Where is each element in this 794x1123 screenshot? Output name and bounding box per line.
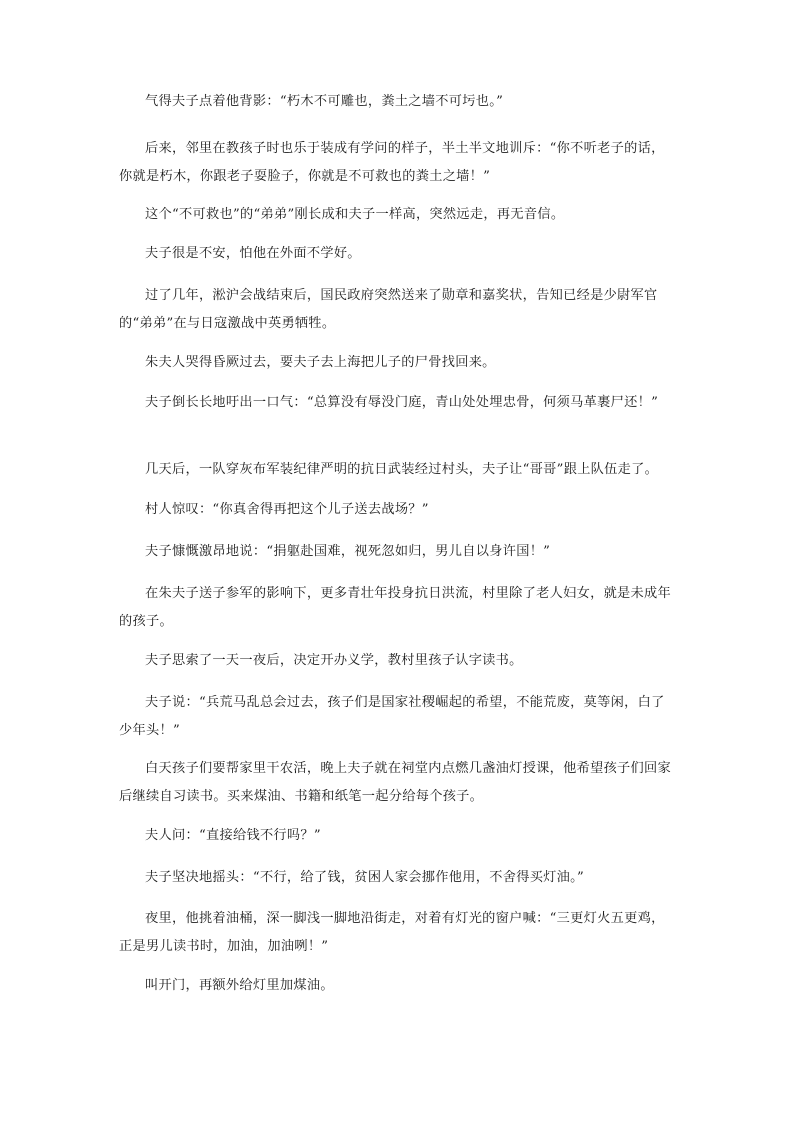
- paragraph-16: 夫子坚决地摇头：“不行，给了钱，贫困人家会挪作他用，不舍得买灯油。”: [145, 870, 585, 885]
- paragraph-6: 朱夫人哭得昏厥过去，要夫子去上海把儿子的尸骨找回来。: [145, 355, 496, 370]
- paragraph-4: 夫子很是不安，怕他在外面不学好。: [145, 246, 361, 261]
- paragraph-3: 这个“不可救也”的“弟弟”刚长成和夫子一样高，突然远走，再无音信。: [145, 207, 565, 222]
- paragraph-1: 气得夫子点着他背影：“朽木不可雕也，粪土之墙不可圬也。”: [145, 94, 504, 109]
- paragraph-8: 几天后，一队穿灰布军装纪律严明的抗日武装经过村头，夫子让“哥哥”跟上队伍走了。: [145, 462, 659, 477]
- paragraph-7: 夫子倒长长地吁出一口气：“总算没有辱没门庭，青山处处埋忠骨，何须马革裹尸还！”: [145, 395, 659, 410]
- paragraph-15: 夫人问：“直接给钱不行吗？”: [145, 828, 321, 843]
- paragraph-11: 在朱夫子送子参军的影响下，更多青壮年投身抗日洪流，村里除了老人妇女，就是未成年的孩子。: [119, 586, 672, 629]
- paragraph-10: 夫子慷慨激昂地说：“捐躯赴国难，视死忽如归，男儿自以身许国！”: [145, 544, 551, 559]
- paragraph-5: 过了几年，淞沪会战结束后，国民政府突然送来了勋章和嘉奖状，告知已经是少尉军官的“弟弟”在与日寇激战中英勇牺牲。: [119, 288, 658, 331]
- paragraph-2: 后来，邻里在教孩子时也乐于装成有学问的样子，半土半文地训斥：“你不听老子的话，你就是朽木，你跟老子耍脸子，你就是不可救也的粪土之墙！”: [119, 141, 665, 184]
- paragraph-9: 村人惊叹：“你真舍得再把这个儿子送去战场？”: [145, 502, 429, 517]
- paragraph-18: 叫开门，再额外给灯里加煤油。: [145, 978, 334, 993]
- paragraph-12: 夫子思索了一天一夜后，决定开办义学，教村里孩子认字读书。: [145, 653, 523, 668]
- paragraph-14: 白天孩子们要帮家里干农活，晚上夫子就在祠堂内点燃几盏油灯授课，他希望孩子们回家后继续自习读书。买来煤油、书籍和纸笔一起分给每个孩子。: [119, 761, 672, 804]
- paragraph-13: 夫子说：“兵荒马乱总会过去，孩子们是国家社稷崛起的希望，不能荒废，莫等闲，白了少年头！”: [119, 695, 665, 738]
- paragraph-17: 夜里，他挑着油桶，深一脚浅一脚地沿街走，对着有灯光的窗户喊：“三更灯火五更鸡，正是男儿读书时，加油，加油咧！”: [119, 911, 665, 954]
